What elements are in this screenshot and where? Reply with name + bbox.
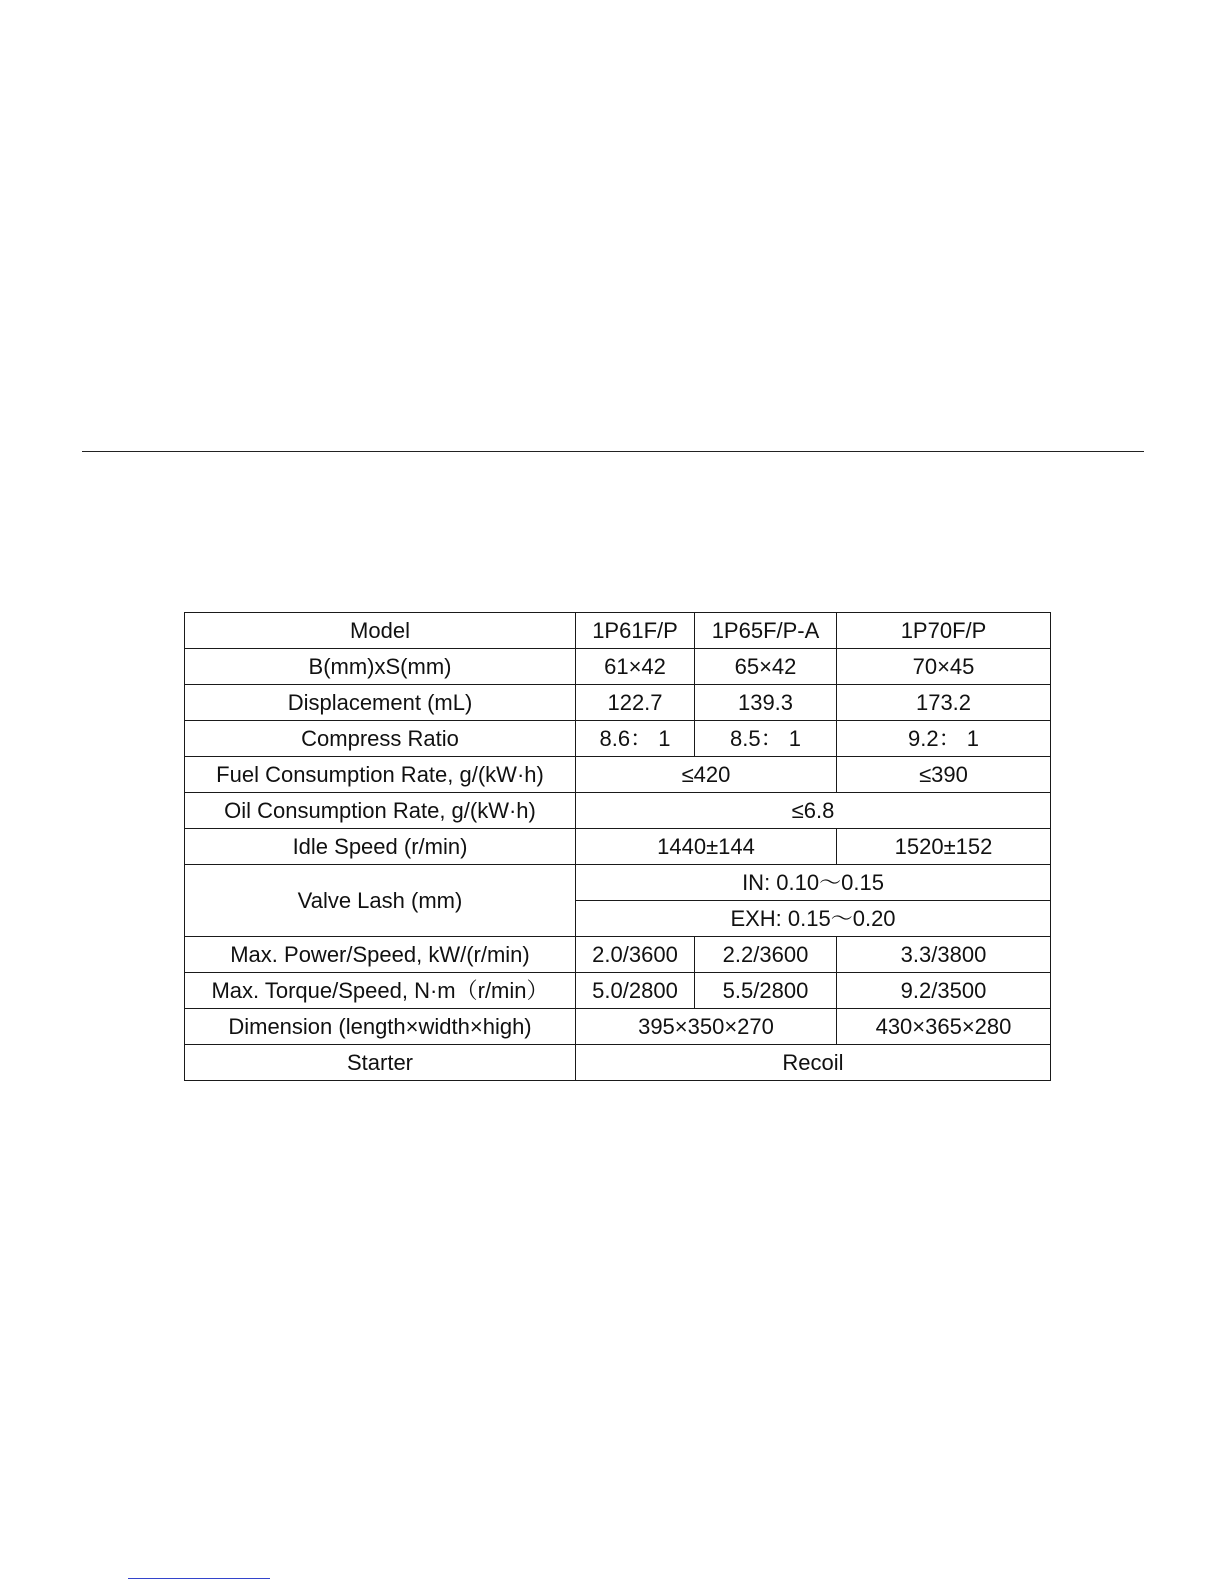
row-label: Fuel Consumption Rate, g/(kW·h) <box>185 757 576 793</box>
cell-value: 1P65F/P-A <box>695 613 837 649</box>
cell-value: 1P70F/P <box>837 613 1051 649</box>
table-row-max-power <box>185 937 1051 973</box>
section-divider-rule <box>82 451 1144 452</box>
bottom-link-underline <box>128 1578 270 1579</box>
table-row-fuel-consumption <box>185 757 1051 793</box>
row-label: B(mm)xS(mm) <box>185 649 576 685</box>
cell-value: EXH: 0.15～0.20 <box>576 901 1051 937</box>
row-label: Max. Torque/Speed, N·m（r/min） <box>185 973 576 1009</box>
cell-value: 1440±144 <box>576 829 837 865</box>
cell-value: 65×42 <box>695 649 837 685</box>
row-label: Compress Ratio <box>185 721 576 757</box>
cell-value: IN: 0.10～0.15 <box>576 865 1051 901</box>
cell-value: Recoil <box>576 1045 1051 1081</box>
cell-value: 5.0/2800 <box>576 973 695 1009</box>
table-row-dimension <box>185 1009 1051 1045</box>
row-label: Oil Consumption Rate, g/(kW·h) <box>185 793 576 829</box>
cell-value: ≤390 <box>837 757 1051 793</box>
cell-value: 5.5/2800 <box>695 973 837 1009</box>
cell-value: 2.2/3600 <box>695 937 837 973</box>
table-row-idle-speed <box>185 829 1051 865</box>
row-label: Displacement (mL) <box>185 685 576 721</box>
row-label: Starter <box>185 1045 576 1081</box>
cell-value: 139.3 <box>695 685 837 721</box>
table-row-displacement <box>185 685 1051 721</box>
cell-value: ≤420 <box>576 757 837 793</box>
cell-value: 430×365×280 <box>837 1009 1051 1045</box>
cell-value: 61×42 <box>576 649 695 685</box>
cell-value: 8.6： 1 <box>576 721 695 757</box>
cell-value: 70×45 <box>837 649 1051 685</box>
table-row-model <box>185 613 1051 649</box>
cell-value: 9.2/3500 <box>837 973 1051 1009</box>
cell-value: 3.3/3800 <box>837 937 1051 973</box>
row-label: Idle Speed (r/min) <box>185 829 576 865</box>
table-row-compress-ratio <box>185 721 1051 757</box>
row-label: Dimension (length×width×high) <box>185 1009 576 1045</box>
table-row-valve-lash-intake <box>185 865 1051 901</box>
cell-value: ≤6.8 <box>576 793 1051 829</box>
cell-value: 1520±152 <box>837 829 1051 865</box>
row-label: Model <box>185 613 576 649</box>
cell-value: 9.2： 1 <box>837 721 1051 757</box>
row-label: Valve Lash (mm) <box>185 865 576 937</box>
cell-value: 2.0/3600 <box>576 937 695 973</box>
table-row-max-torque <box>185 973 1051 1009</box>
row-label: Max. Power/Speed, kW/(r/min) <box>185 937 576 973</box>
table-row-bore-stroke <box>185 649 1051 685</box>
table-row-oil-consumption <box>185 793 1051 829</box>
cell-value: 8.5： 1 <box>695 721 837 757</box>
cell-value: 395×350×270 <box>576 1009 837 1045</box>
cell-value: 173.2 <box>837 685 1051 721</box>
engine-spec-table <box>184 612 1051 1081</box>
cell-value: 1P61F/P <box>576 613 695 649</box>
cell-value: 122.7 <box>576 685 695 721</box>
table-row-starter <box>185 1045 1051 1081</box>
